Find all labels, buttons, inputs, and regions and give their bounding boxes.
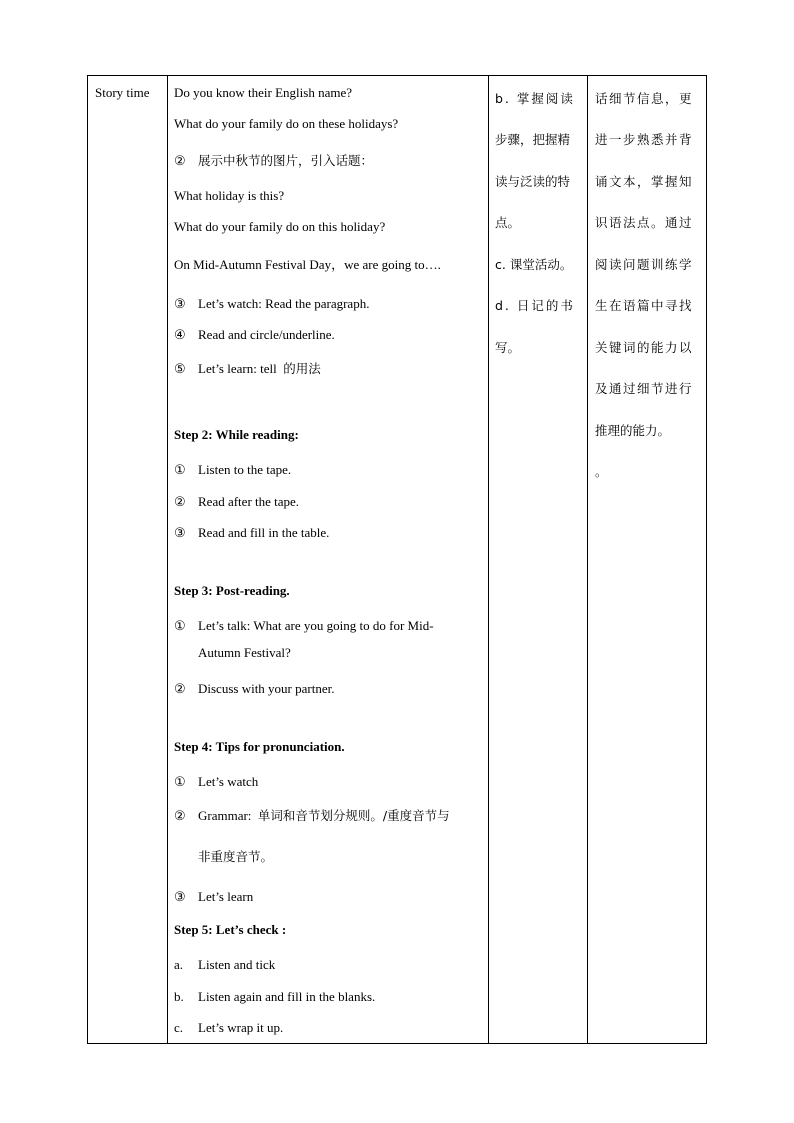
item-number: a. xyxy=(174,957,184,972)
item-text-continued: 非重度音节。 xyxy=(198,849,274,864)
column-divider-2 xyxy=(488,76,489,1043)
item-text: 展示中秋节的图片，引入话题： xyxy=(198,153,374,168)
list-item xyxy=(174,525,329,541)
objective-line: 点。 xyxy=(495,215,521,230)
list-item xyxy=(174,296,369,312)
item-text: Listen to the tape. xyxy=(198,462,292,477)
purpose-line: 识语法点。通过 xyxy=(595,215,694,230)
list-item xyxy=(174,361,321,377)
item-number: ② xyxy=(174,153,186,168)
item-number: ① xyxy=(174,774,186,789)
item-text-cn: 单词和音节划分规则。/重度音节与 xyxy=(257,808,450,823)
item-number: ③ xyxy=(174,889,186,904)
item-text: Listen and tick xyxy=(198,957,276,972)
item-text: Grammar: xyxy=(198,808,252,823)
objective-line: d. 日记的书 xyxy=(495,298,575,313)
item-text: Read after the tape. xyxy=(198,494,300,509)
column-divider-1 xyxy=(167,76,168,1043)
purpose-line: 推理的能力。 xyxy=(595,423,671,438)
item-number: c. xyxy=(174,1020,184,1035)
purpose-line: 诵文本，掌握知 xyxy=(595,174,694,189)
item-number: ④ xyxy=(174,327,186,342)
list-item xyxy=(174,327,335,343)
question-3: What holiday is this? xyxy=(174,188,285,203)
step-2-title: Step 2: While reading: xyxy=(174,427,299,442)
item-text-continued: Autumn Festival? xyxy=(198,645,291,660)
purpose-line: 关键词的能力以 xyxy=(595,340,694,355)
purpose-line: 阅读问题训练学 xyxy=(595,257,694,272)
purpose-line: 及通过细节进行 xyxy=(595,381,694,396)
item-number: ⑤ xyxy=(174,361,186,376)
list-item xyxy=(174,957,275,973)
item-text: Read and fill in the table. xyxy=(198,525,330,540)
item-number: b. xyxy=(174,989,184,1004)
item-number: ② xyxy=(174,808,186,823)
objective-line: b. 掌握阅读 xyxy=(495,91,575,106)
question-2: What do your family do on these holidays? xyxy=(174,116,399,131)
list-item xyxy=(174,774,258,790)
objective-line: 写。 xyxy=(495,340,521,355)
item-text: Listen again and fill in the blanks. xyxy=(198,989,376,1004)
item-text: Let’s learn: tell xyxy=(198,361,277,376)
objective-line: 读与泛读的特 xyxy=(495,174,571,189)
item-number: ③ xyxy=(174,525,186,540)
step-4-title: Step 4: Tips for pronunciation. xyxy=(174,739,345,754)
objective-line: c. 课堂活动。 xyxy=(495,257,573,272)
item-number: ① xyxy=(174,462,186,477)
list-item xyxy=(174,989,375,1005)
list-item xyxy=(174,618,434,634)
purpose-line: 话细节信息，更 xyxy=(595,91,694,106)
item-text: Let’s watch xyxy=(198,774,259,789)
question-5: On Mid-Autumn Festival Day，we are going to…. xyxy=(174,257,441,272)
item-text: Let’s learn xyxy=(198,889,254,904)
step-5-title: Step 5: Let’s check : xyxy=(174,922,287,937)
item-text: Let’s wrap it up. xyxy=(198,1020,284,1035)
purpose-line: 进一步熟悉并背 xyxy=(595,132,694,147)
item-number: ② xyxy=(174,681,186,696)
item-number: ③ xyxy=(174,296,186,311)
list-item xyxy=(174,462,291,478)
list-item xyxy=(174,1020,283,1036)
objective-line: 步骤，把握精 xyxy=(495,132,571,147)
list-item xyxy=(174,494,299,510)
purpose-line: 。 xyxy=(595,464,608,479)
item-number: ① xyxy=(174,618,186,633)
item-text-cn: 的用法 xyxy=(283,361,321,376)
purpose-line: 生在语篇中寻找 xyxy=(595,298,694,313)
list-item xyxy=(174,153,373,169)
column-divider-3 xyxy=(587,76,588,1043)
item-number: ② xyxy=(174,494,186,509)
row-label: Story time xyxy=(95,85,150,100)
question-4: What do your family do on this holiday? xyxy=(174,219,386,234)
item-text: Discuss with your partner. xyxy=(198,681,335,696)
item-text: Let’s talk: What are you going to do for Mid- xyxy=(198,618,434,633)
item-text: Let’s watch: Read the paragraph. xyxy=(198,296,370,311)
step-3-title: Step 3: Post-reading. xyxy=(174,583,290,598)
item-text: Read and circle/underline. xyxy=(198,327,335,342)
list-item xyxy=(174,808,450,824)
list-item xyxy=(174,681,334,697)
question-1: Do you know their English name? xyxy=(174,85,352,100)
list-item xyxy=(174,889,253,905)
